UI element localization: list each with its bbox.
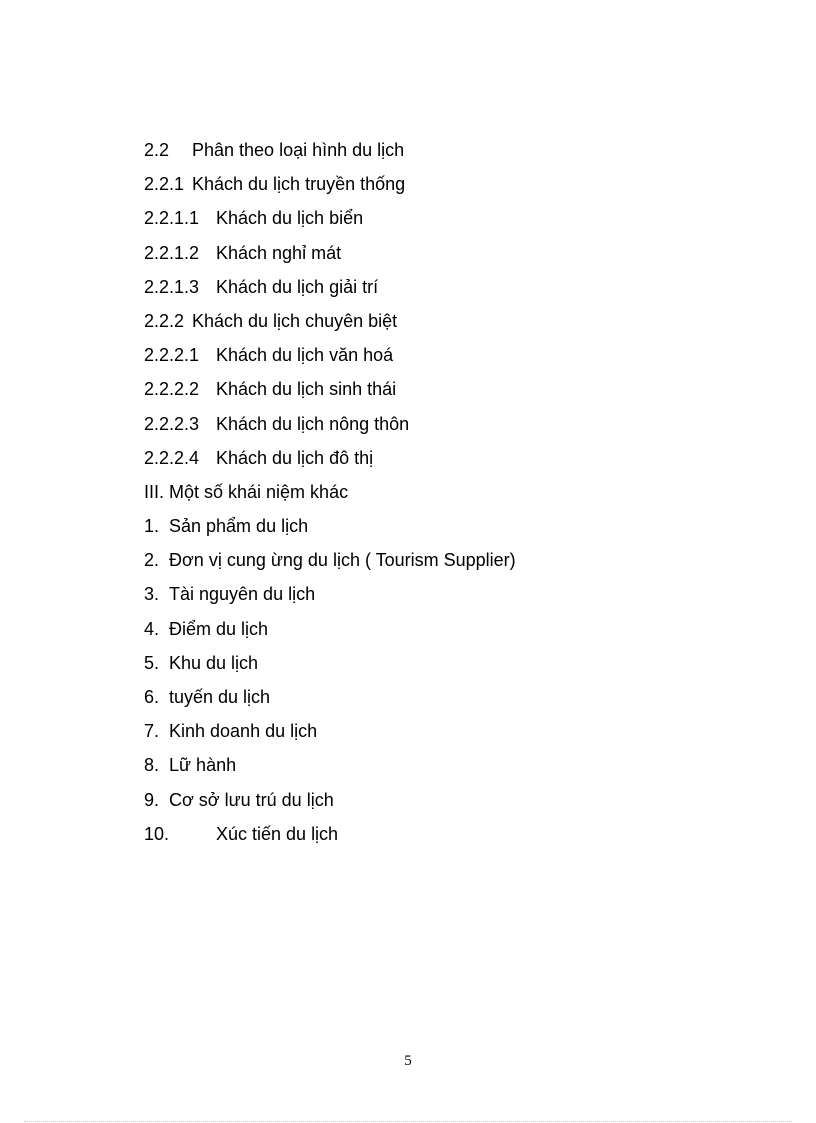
toc-text: Phân theo loại hình du lịch <box>192 140 405 160</box>
toc-text: Khách du lịch truyền thống <box>192 174 406 195</box>
toc-line <box>144 684 764 718</box>
toc-text: Xúc tiến du lịch <box>216 823 339 844</box>
toc-number: 1. <box>144 516 160 537</box>
toc-number: 2.2.2.2 <box>144 379 200 400</box>
toc-text: Khách nghỉ mát <box>216 242 342 263</box>
toc-line <box>144 171 764 205</box>
toc-number: 2.2.2 <box>144 310 185 331</box>
toc-number: 2.2.1.2 <box>144 242 200 263</box>
toc-text: Điểm du lịch <box>169 618 269 639</box>
footer-divider <box>24 1121 792 1122</box>
toc-line <box>144 376 764 410</box>
toc-line <box>144 581 764 615</box>
toc-text: Một số khái niệm khác <box>169 481 349 502</box>
toc-number: 10. <box>144 823 170 844</box>
toc-number: 2.2.2.4 <box>144 447 200 468</box>
page-number: 5 <box>404 1053 412 1069</box>
toc-text: Kinh doanh du lịch <box>169 721 318 742</box>
toc-text: Khách du lịch văn hoá <box>216 345 394 366</box>
toc-line <box>144 718 764 752</box>
toc-line <box>144 821 764 855</box>
toc-line <box>144 650 764 684</box>
toc-text: Khách du lịch sinh thái <box>216 379 397 400</box>
toc-line <box>144 479 764 513</box>
toc-text: tuyến du lịch <box>169 687 271 707</box>
toc-line <box>144 240 764 274</box>
toc-number: 2.2.2.1 <box>144 345 200 366</box>
toc-number: 4. <box>144 618 160 639</box>
toc-line <box>144 137 764 171</box>
toc-line <box>144 308 764 342</box>
toc-line <box>144 547 764 581</box>
toc-line <box>144 752 764 786</box>
toc-number: III. <box>144 481 165 502</box>
table-of-contents <box>144 137 764 855</box>
toc-text: Khu du lịch <box>169 652 259 673</box>
toc-number: 2. <box>144 550 160 571</box>
toc-text: Khách du lịch biển <box>216 208 364 229</box>
toc-text: Cơ sở lưu trú du lịch <box>169 789 334 810</box>
toc-number: 7. <box>144 721 160 742</box>
toc-text: Khách du lịch nông thôn <box>216 413 410 434</box>
toc-line <box>144 787 764 821</box>
toc-text: Khách du lịch giải trí <box>216 276 379 297</box>
toc-text: Khách du lịch chuyên biệt <box>192 310 398 331</box>
toc-line <box>144 616 764 650</box>
toc-number: 3. <box>144 584 160 605</box>
toc-text: Tài nguyên du lịch <box>169 584 316 605</box>
toc-line <box>144 342 764 376</box>
toc-line <box>144 513 764 547</box>
toc-number: 5. <box>144 652 160 673</box>
toc-number: 2.2 <box>144 140 170 160</box>
toc-number: 2.2.2.3 <box>144 413 200 434</box>
toc-line <box>144 205 764 239</box>
toc-number: 8. <box>144 755 160 776</box>
toc-line <box>144 445 764 479</box>
toc-number: 2.2.1.1 <box>144 208 200 229</box>
toc-number: 6. <box>144 687 160 707</box>
toc-number: 9. <box>144 789 160 810</box>
toc-text: Sản phẩm du lịch <box>169 516 309 537</box>
toc-text: Lữ hành <box>169 755 237 776</box>
toc-text: Đơn vị cung ừng du lịch ( Tourism Supplier) <box>169 550 516 571</box>
toc-line <box>144 411 764 445</box>
toc-number: 2.2.1 <box>144 174 185 195</box>
toc-number: 2.2.1.3 <box>144 276 200 297</box>
toc-line <box>144 274 764 308</box>
toc-text: Khách du lịch đô thị <box>216 447 374 468</box>
